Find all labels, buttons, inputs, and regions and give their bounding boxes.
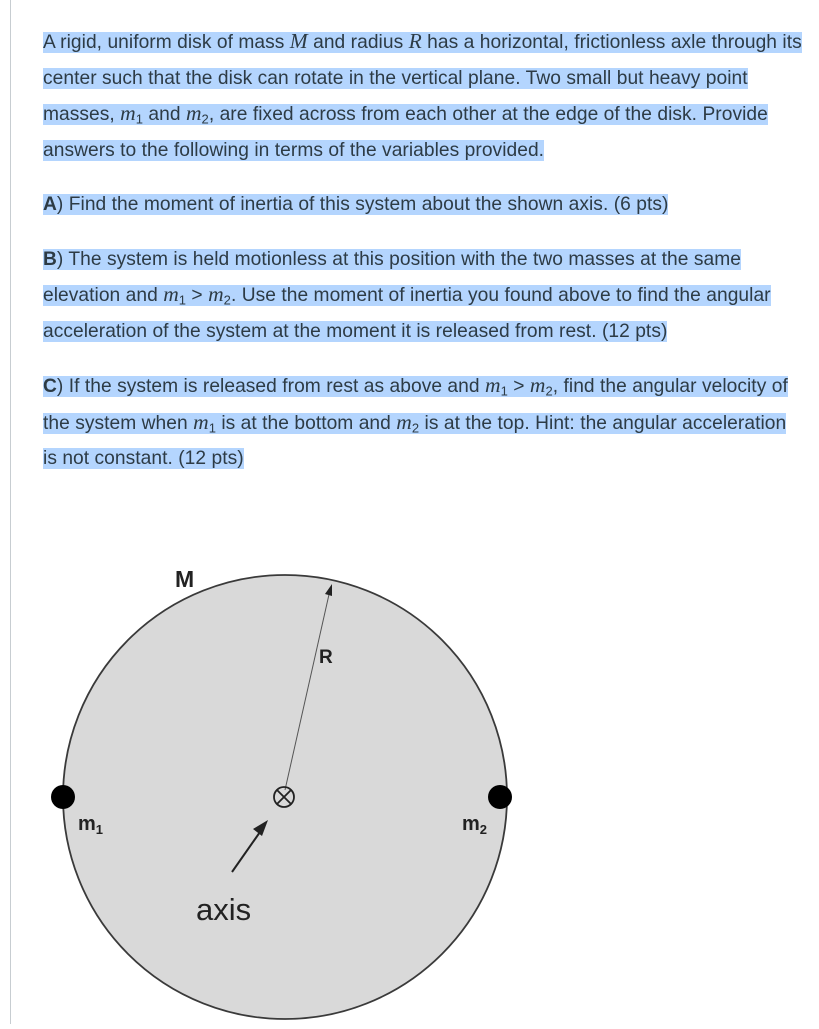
var-M: M [289, 29, 308, 53]
part-b-paragraph: B) The system is held motionless at this position with the two masses at the same elevation and $m_1 > m_2$. Use the moment of inertia you found above to find the angular acceleration of the system at the moment it is released from rest. (12 pts) [43, 248, 771, 342]
label-axis: axis [196, 892, 252, 927]
label-R: R [319, 647, 333, 668]
problem-text [43, 24, 803, 477]
part-b-letter: B [43, 248, 57, 270]
part-c-letter: C [43, 376, 57, 397]
part-a-letter: A [43, 194, 57, 215]
label-m2: $m_2$ [462, 813, 488, 837]
disk-figure [0, 540, 819, 1024]
label-M: M [175, 566, 195, 592]
part-c-paragraph: C) If the system is released from rest as above and $m_1 > m_2$, find the angular velocity of the system when $m_1$ is at the bottom and $m_2$ is at the top. Hint: the angular acceleration is not constant. (12 pts) [43, 373, 788, 469]
mass-m1-dot [51, 785, 75, 809]
label-m1: $m_1$ [78, 813, 104, 837]
disk-diagram [0, 540, 819, 1024]
part-a-paragraph: A) Find the moment of inertia of this system about the shown axis. (6 pts) [43, 194, 669, 215]
mass-m2-dot [488, 785, 512, 809]
intro-paragraph: A rigid, uniform disk of mass M and radius R has a horizontal, frictionless axle through its center such that the disk can rotate in the vertical plane. Two small but heavy point masses, $m_1$ and $m_2$, are fixed across from each other at the edge of the disk. Provide answers to the following in terms of the variables provided. [43, 29, 802, 161]
var-R: R [408, 29, 422, 53]
